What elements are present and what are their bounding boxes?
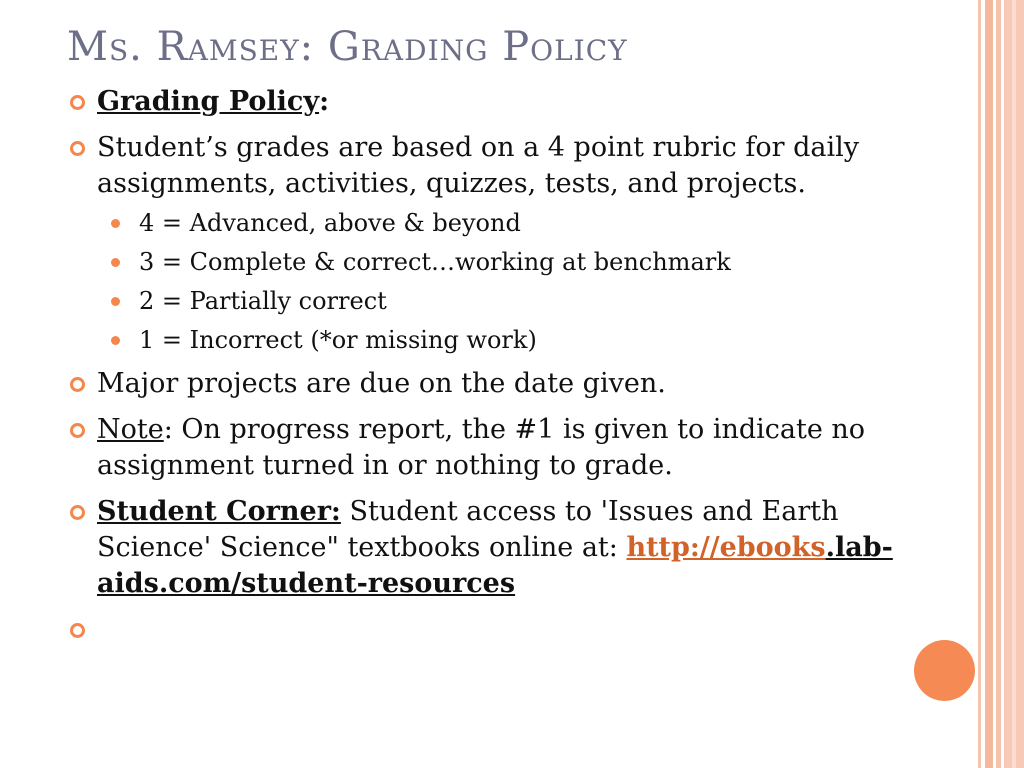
projects-due-text: Major projects are due on the date given. [97,368,666,399]
rubric-level-2: 2 = Partially correct [139,287,387,315]
student-corner-text: Student access to 'Issues and Earth Science' Science" textbooks online at: [97,496,839,563]
ring-bullet-icon [70,623,85,638]
list-item [67,494,917,602]
ring-bullet-icon [70,95,85,110]
dot-bullet-icon [111,297,120,306]
ring-bullet-icon [70,377,85,392]
rubric-description: Student’s grades are based on a 4 point rubric for daily assignments, activities, quizzes, tests, and projects. [97,132,860,199]
list-item-empty [67,612,917,648]
decor-circle [914,640,975,701]
decor-stripe [978,0,981,768]
decor-stripe [1012,0,1016,768]
ebooks-link-part1[interactable]: http://ebooks [626,532,826,563]
rubric-level-1: 1 = Incorrect (*or missing work) [139,326,537,354]
ebooks-link-part2[interactable]: .lab-aids.com/student-resources [97,532,893,599]
ring-bullet-icon [70,505,85,520]
list-item [67,412,917,484]
rubric-sublist [109,208,917,356]
sublist-item [109,325,917,356]
student-corner-label: Student Corner: [97,496,341,527]
dot-bullet-icon [111,219,120,228]
grading-policy-heading: Grading Policy [97,86,320,117]
sublist-item [109,208,917,239]
note-text: : On progress report, the #1 is given to indicate no assignment turned in or nothing to grade. [97,414,866,481]
heading-colon: : [319,86,330,117]
rubric-level-3: 3 = Complete & correct…working at benchmark [139,248,731,276]
note-label: Note [97,414,164,445]
list-item [67,84,917,120]
list-item [67,130,917,356]
ring-bullet-icon [70,141,85,156]
bullet-list [67,84,917,658]
decor-stripe [985,0,993,768]
ring-bullet-icon [70,423,85,438]
sublist-item [109,247,917,278]
slide-title: Ms. Ramsey: Grading Policy [67,24,628,70]
list-item [67,366,917,402]
decor-stripe [996,0,1001,768]
rubric-level-4: 4 = Advanced, above & beyond [139,209,521,237]
dot-bullet-icon [111,336,120,345]
sublist-item [109,286,917,317]
dot-bullet-icon [111,258,120,267]
